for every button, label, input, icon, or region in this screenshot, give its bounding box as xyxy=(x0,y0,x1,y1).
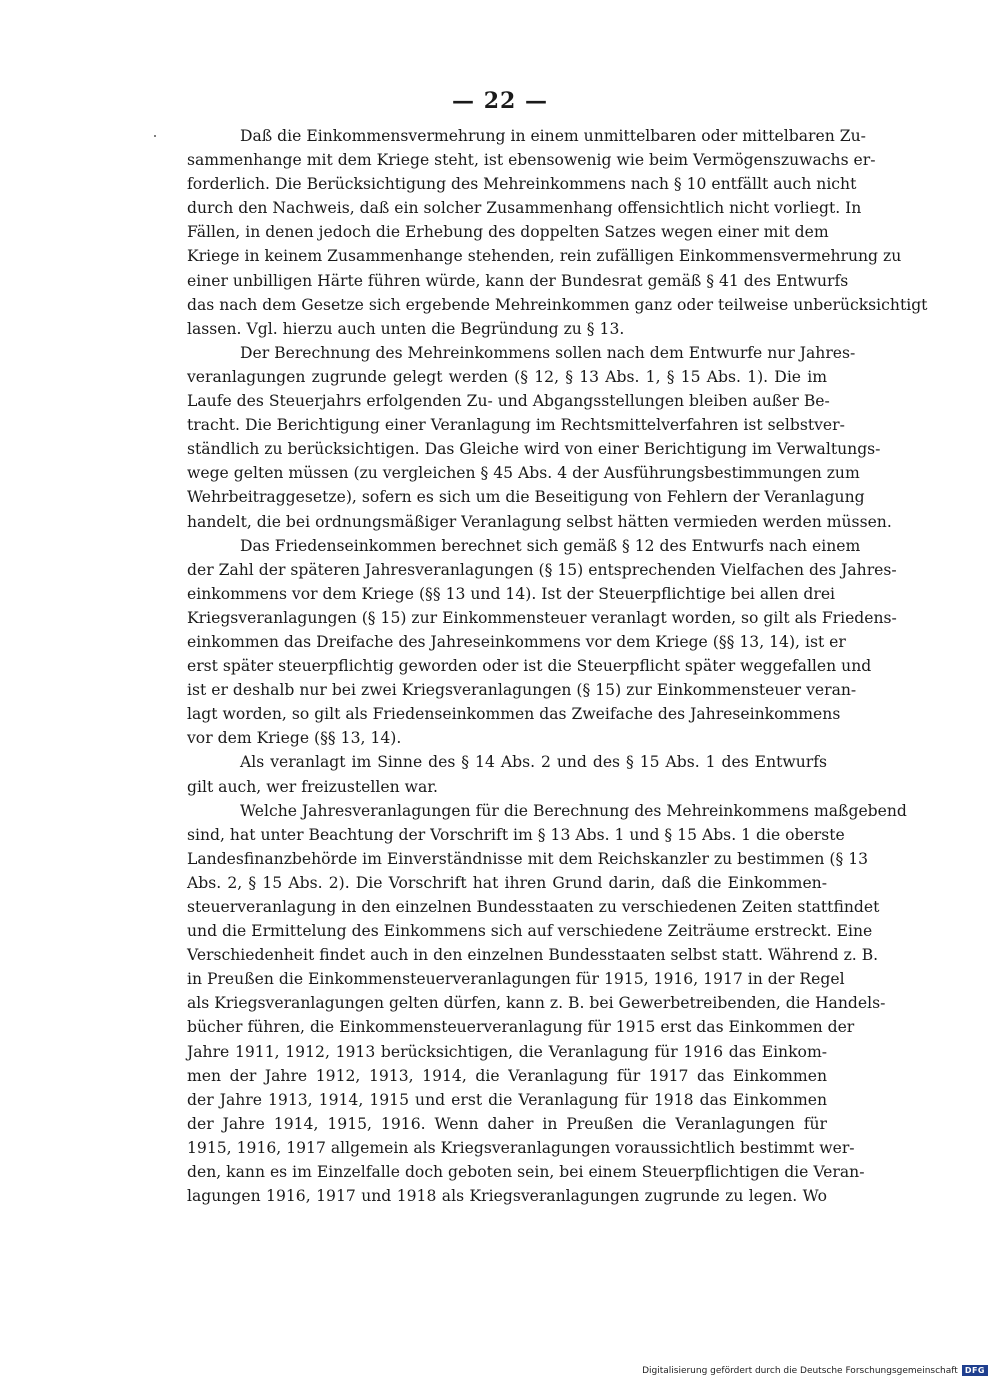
footer-credit: Digitalisierung gefördert durch die Deutsche Forschungsgemeinschaft xyxy=(642,1365,958,1376)
text-line: sammenhange mit dem Kriege steht, ist ebensowenig wie beim Vermögenszuwachs er- xyxy=(187,151,876,170)
page-number: — 22 — xyxy=(452,88,548,114)
text-line: Das Friedenseinkommen berechnet sich gemäß § 12 des Entwurfs nach einem xyxy=(240,536,861,555)
text-line: Laufe des Steuerjahrs erfolgenden Zu- und Abgangsstellungen bleiben außer Be- xyxy=(187,392,830,411)
text-line: Verschiedenheit findet auch in den einzelnen Bundesstaaten selbst statt. Während z. B. xyxy=(187,946,879,965)
text-line: der Zahl der späteren Jahresveranlagungen (§ 15) entsprechenden Vielfachen des Jahres- xyxy=(187,560,897,579)
text-line: einkommen das Dreifache des Jahreseinkommens vor dem Kriege (§§ 13, 14), ist er xyxy=(187,632,846,651)
text-line: den, kann es im Einzelfalle doch geboten sein, bei einem Steuerpflichtigen die Veran- xyxy=(187,1163,865,1182)
text-line: wege gelten müssen (zu vergleichen § 45 Abs. 4 der Ausführungsbestimmungen zum xyxy=(187,464,860,483)
text-line: und die Ermittelung des Einkommens sich auf verschiedene Zeiträume erstreckt. Eine xyxy=(187,922,873,941)
text-line: men der Jahre 1912, 1913, 1914, die Veranlagung für 1917 das Einkommen xyxy=(187,1066,827,1085)
paragraph xyxy=(187,799,907,1209)
text-line: steuerveranlagung in den einzelnen Bundesstaaten zu verschiedenen Zeiten stattfindet xyxy=(187,898,880,916)
paragraph xyxy=(187,124,928,341)
text-line: lassen. Vgl. hierzu auch unten die Begründung zu § 13. xyxy=(187,319,625,338)
text-line: Kriegsveranlagungen (§ 15) zur Einkommensteuer veranlagt worden, so gilt als Friedens- xyxy=(187,608,897,627)
text-line: lagt worden, so gilt als Friedenseinkommen das Zweifache des Jahreseinkommens xyxy=(187,705,841,724)
text-line: Welche Jahresveranlagungen für die Berechnung des Mehreinkommens maßgebend xyxy=(240,801,907,820)
text-line: handelt, die bei ordnungsmäßiger Veranlagung selbst hätten vermieden werden müssen. xyxy=(187,512,892,531)
text-line: gilt auch, wer freizustellen war. xyxy=(187,777,438,796)
text-line: ist er deshalb nur bei zwei Kriegsveranlagungen (§ 15) zur Einkommensteuer veran- xyxy=(187,681,857,700)
text-line: Der Berechnung des Mehreinkommens sollen nach dem Entwurfe nur Jahres- xyxy=(240,343,856,362)
text-line: Jahre 1911, 1912, 1913 berücksichtigen, die Veranlagung für 1916 das Einkom- xyxy=(187,1042,827,1061)
text-line: 1915, 1916, 1917 allgemein als Kriegsveranlagungen voraussichtlich bestimmt wer- xyxy=(187,1138,855,1157)
text-line: Abs. 2, § 15 Abs. 2). Die Vorschrift hat ihren Grund darin, daß die Einkommen- xyxy=(187,873,827,892)
text-line: einer unbilligen Härte führen würde, kann der Bundesrat gemäß § 41 des Entwurfs xyxy=(187,271,849,290)
text-line: vor dem Kriege (§§ 13, 14). xyxy=(187,729,402,748)
text-line: einkommens vor dem Kriege (§§ 13 und 14). Ist der Steuerpflichtige bei allen drei xyxy=(187,584,836,603)
text-line: Landesfinanzbehörde im Einverständnisse mit dem Reichskanzler zu bestimmen (§ 13 xyxy=(187,849,869,868)
text-line: Wehrbeitraggesetze), sofern es sich um die Beseitigung von Fehlern der Veranlagung xyxy=(187,488,865,507)
text-line: durch den Nachweis, daß ein solcher Zusammenhang offensichtlich nicht vorliegt. In xyxy=(187,199,862,218)
paragraph xyxy=(187,534,897,751)
text-line: erst später steuerpflichtig geworden oder ist die Steuerpflicht später weggefallen und xyxy=(187,657,872,676)
text-line: das nach dem Gesetze sich ergebende Mehreinkommen ganz oder teilweise unberücksichtigt xyxy=(187,295,928,314)
text-line: Als veranlagt im Sinne des § 14 Abs. 2 und des § 15 Abs. 1 des Entwurfs xyxy=(240,753,827,772)
text-line: der Jahre 1913, 1914, 1915 und erst die Veranlagung für 1918 das Einkommen xyxy=(187,1090,827,1109)
digitization-footer xyxy=(642,1365,988,1376)
text-line: Kriege in keinem Zusammenhange stehenden, rein zufälligen Einkommensvermehrung zu xyxy=(187,247,902,266)
text-line: Daß die Einkommensvermehrung in einem unmittelbaren oder mittelbaren Zu- xyxy=(240,127,866,145)
text-line: sind, hat unter Beachtung der Vorschrift im § 13 Abs. 1 und § 15 Abs. 1 die oberste xyxy=(187,825,845,844)
text-line: forderlich. Die Berücksichtigung des Mehreinkommens nach § 10 entfällt auch nicht xyxy=(187,175,857,194)
text-line: ständlich zu berücksichtigen. Das Gleiche wird von einer Berichtigung im Verwaltungs- xyxy=(187,440,881,459)
text-line: veranlagungen zugrunde gelegt werden (§ 12, § 13 Abs. 1, § 15 Abs. 1). Die im xyxy=(187,367,827,386)
text-line: der Jahre 1914, 1915, 1916. Wenn daher in Preußen die Veranlagungen für xyxy=(187,1114,827,1133)
text-line: tracht. Die Berichtigung einer Veranlagung im Rechtsmittelverfahren ist selbstver- xyxy=(187,416,845,435)
text-line: als Kriegsveranlagungen gelten dürfen, kann z. B. bei Gewerbetreibenden, die Handels- xyxy=(187,994,886,1013)
text-line: lagungen 1916, 1917 und 1918 als Kriegsveranlagungen zugrunde zu legen. Wo xyxy=(187,1187,827,1206)
paragraph xyxy=(187,341,892,534)
paragraph xyxy=(187,750,827,798)
text-line: in Preußen die Einkommensteuerveranlagungen für 1915, 1916, 1917 in der Regel xyxy=(187,970,845,989)
body-text xyxy=(187,124,928,1208)
text-line: bücher führen, die Einkommensteuerveranlagung für 1915 erst das Einkommen der xyxy=(187,1018,855,1037)
scan-speck xyxy=(154,135,156,137)
text-line: Fällen, in denen jedoch die Erhebung des doppelten Satzes wegen einer mit dem xyxy=(187,223,829,242)
dfg-logo: DFG xyxy=(962,1365,988,1376)
